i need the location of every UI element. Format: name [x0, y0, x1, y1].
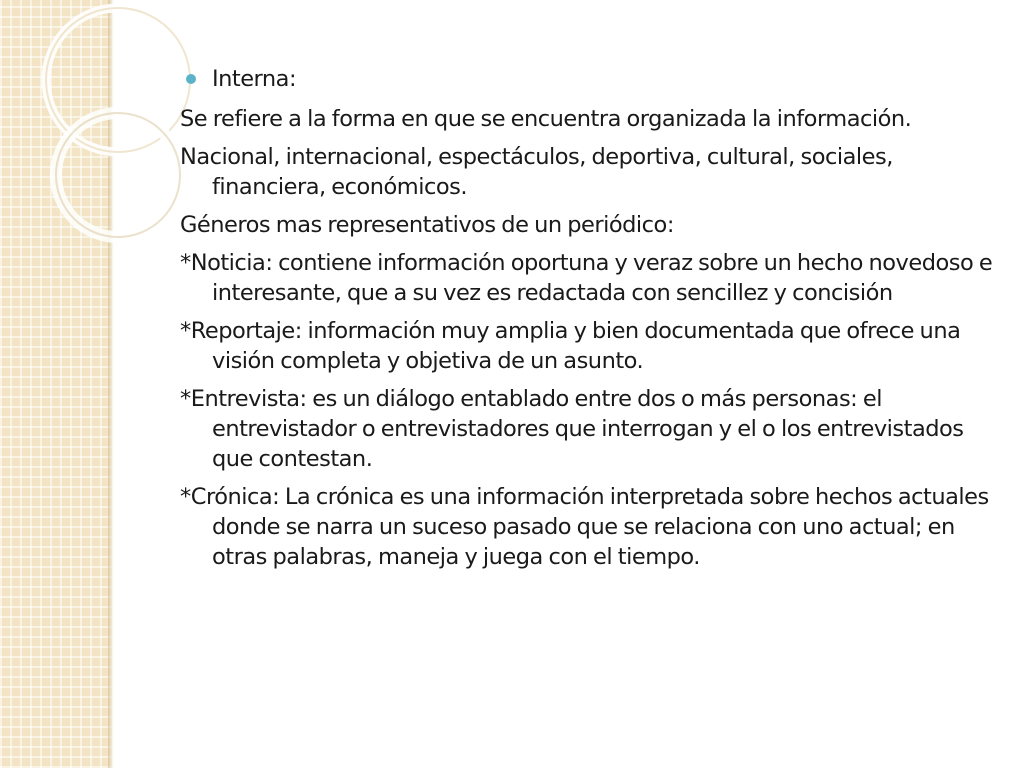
paragraph-sections: Nacional, internacional, espectáculos, deportiva, cultural, sociales, financiera, económicos. [180, 144, 893, 200]
paragraph-definition: Se refiere a la forma en que se encuentra organizada la información. [180, 106, 912, 132]
decorative-rings [0, 0, 200, 260]
paragraph-entrevista: *Entrevista: es un diálogo entablado entre dos o más personas: el entrevistador o entrevistadores que interrogan y el o los entrevistados que contestan. [180, 386, 964, 472]
bullet-heading [180, 64, 1000, 94]
bullet-dot-icon [186, 74, 196, 84]
paragraph-genres-title: Géneros mas representativos de un periódico: [180, 212, 674, 238]
paragraph-cronica: *Crónica: La crónica es una información interpretada sobre hechos actuales donde se narra un suceso pasado que se relaciona con uno actual; en otras palabras, maneja y juega con el tiempo. [180, 484, 989, 570]
heading-text: Interna: [212, 66, 297, 92]
paragraph-reportaje: *Reportaje: información muy amplia y bien documentada que ofrece una visión completa y objetiva de un asunto. [180, 318, 961, 374]
slide-content [180, 64, 1000, 580]
paragraph-noticia: *Noticia: contiene información oportuna y veraz sobre un hecho novedoso e interesante, que a su vez es redactada con sencillez y concisión [180, 250, 993, 306]
